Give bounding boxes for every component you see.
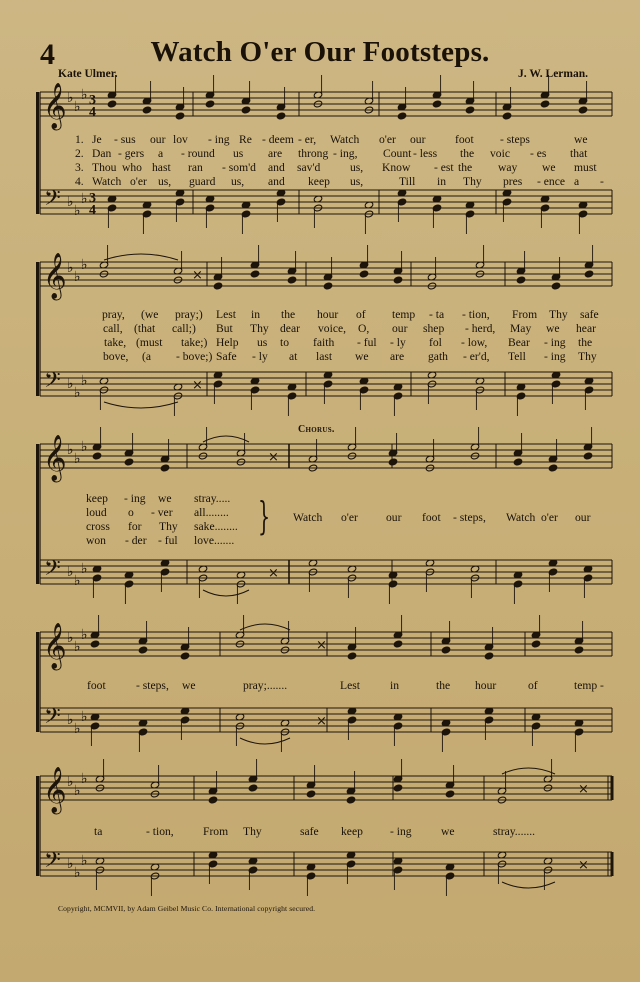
system5-word: - ing <box>390 825 412 838</box>
system2-verse2-word: call, <box>103 322 123 335</box>
system2-verse4-word: (a <box>142 350 152 363</box>
system4-word: hour <box>475 679 497 692</box>
system2-verse4-word: - bove;) <box>176 350 213 363</box>
system4-word: we <box>182 679 196 692</box>
system1-verse4-word: Thy <box>463 175 482 188</box>
note-head <box>107 100 116 108</box>
note-head <box>540 100 549 108</box>
system2-verse2-word: - herd, <box>465 322 496 335</box>
system1-verse3-word: must <box>574 161 597 174</box>
system1-verse2-word: that <box>570 147 588 160</box>
system2-verse3-word: fol <box>429 336 442 349</box>
system1-verse2-word: Count <box>383 147 412 160</box>
system5-word: we <box>441 825 455 838</box>
system3_verse-verse1-word: we <box>158 492 172 505</box>
system3_verse-verse4-word: - der <box>125 534 147 547</box>
system1-verse4-word: 4. <box>75 175 84 188</box>
system4-word: Lest <box>340 679 360 692</box>
verse-brace: } <box>258 494 271 538</box>
system2-verse1-word: From <box>512 308 538 321</box>
note-head <box>175 112 184 120</box>
time-signature-top: 3 <box>89 93 96 108</box>
system1-verse3-word: Know <box>382 161 411 174</box>
system1-verse4-word: in <box>437 175 447 188</box>
rest: × <box>316 714 327 729</box>
rest: × <box>578 782 589 797</box>
note-head <box>397 112 406 120</box>
flat-sign: ♭ <box>67 194 74 210</box>
flat-sign: ♭ <box>81 257 88 273</box>
rest: × <box>192 378 203 393</box>
system1-verse2-word: - gers <box>118 147 145 160</box>
flat-sign: ♭ <box>74 783 81 799</box>
system2-verse1-word: temp <box>392 308 416 321</box>
note-head <box>465 106 474 114</box>
flat-sign: ♭ <box>74 865 81 881</box>
note-head <box>513 458 522 466</box>
note-head <box>393 784 402 792</box>
system1-verse1-word: we <box>574 133 588 146</box>
rest: × <box>268 566 279 581</box>
note-head <box>250 270 259 278</box>
system3_verse-verse3-word: for <box>128 520 142 533</box>
system1-verse2-word: - es <box>530 147 547 160</box>
flat-sign: ♭ <box>74 639 81 655</box>
note-head <box>90 640 99 648</box>
system1-verse2-word: voic <box>490 147 510 160</box>
system4-word: of <box>528 679 538 692</box>
system1-verse2-word: - ing, <box>333 147 358 160</box>
system3_verse-verse4-word: - ful <box>158 534 178 547</box>
system3_verse-verse2-word: o <box>128 506 134 519</box>
flat-sign: ♭ <box>67 90 74 106</box>
system2-verse1-word: Lest <box>216 308 236 321</box>
note-head <box>208 796 217 804</box>
note-head <box>124 458 133 466</box>
system1-verse3-word: ran <box>188 161 203 174</box>
system1-verse4-word: - <box>600 175 604 188</box>
system1-verse3-word: and <box>268 161 285 174</box>
system2-verse1-word: - ta <box>429 308 445 321</box>
system2-verse3-word: us <box>257 336 268 349</box>
system-bracket <box>36 776 39 876</box>
flat-sign: ♭ <box>74 385 81 401</box>
system2-verse3-word: take;) <box>181 336 208 349</box>
composer-credit: J. W. Lerman. <box>518 68 588 80</box>
tie <box>104 254 178 260</box>
system2-verse3-word: - ful <box>357 336 377 349</box>
system4-word: temp <box>574 679 598 692</box>
system1-verse2-word: Dan <box>92 147 112 160</box>
flat-sign: ♭ <box>67 774 74 790</box>
system2-verse3-word: - ly <box>390 336 406 349</box>
rest: × <box>268 450 279 465</box>
system2-verse4-word: gath <box>428 350 448 363</box>
system1-verse1-word: our <box>150 133 166 146</box>
system-bracket <box>36 92 39 214</box>
system1-verse4-word: us, <box>231 175 245 188</box>
system2-verse1-word: hour <box>317 308 339 321</box>
system3_chorus-word: o'er <box>341 511 358 524</box>
system3_verse-verse1-word: keep <box>86 492 108 505</box>
note-head <box>445 790 454 798</box>
system2-verse2-word: our <box>392 322 408 335</box>
note-head <box>359 270 368 278</box>
system1-verse4-word: us, <box>350 175 364 188</box>
system2-verse3-word: to <box>280 336 290 349</box>
system1-verse2-word: 2. <box>75 147 84 160</box>
system-bracket <box>36 262 39 396</box>
system5-word: safe <box>300 825 319 838</box>
system2-verse4-word: Tell <box>508 350 526 363</box>
system1-verse1-word: 1. <box>75 133 84 146</box>
rest: × <box>316 638 327 653</box>
system2-verse3-word: the <box>578 336 593 349</box>
page-number: 4 <box>40 38 55 71</box>
system1-verse4-word: keep <box>308 175 330 188</box>
system5-word: ta <box>94 825 103 838</box>
flat-sign: ♭ <box>67 712 74 728</box>
system3_verse-verse3-word: cross <box>86 520 110 533</box>
note-head <box>92 452 101 460</box>
system1-verse4-word: o'er <box>130 175 147 188</box>
system1-verse3-word: we <box>542 161 556 174</box>
system2-verse1-word: pray, <box>102 308 125 321</box>
system1-verse1-word: o'er <box>379 133 396 146</box>
system3_verse-verse2-word: loud <box>86 506 107 519</box>
system1-verse4-word: pres <box>503 175 523 188</box>
flat-sign: ♭ <box>67 442 74 458</box>
note-head <box>531 640 540 648</box>
system2-verse1-word: pray;) <box>175 308 203 321</box>
tie <box>240 738 290 744</box>
flat-sign: ♭ <box>81 561 88 577</box>
system2-verse4-word: Thy <box>578 350 597 363</box>
system-bracket <box>36 632 39 732</box>
system2-verse3-word: (must <box>136 336 163 349</box>
system2-verse1-word: in <box>251 308 261 321</box>
flat-sign: ♭ <box>74 269 81 285</box>
system2-verse2-word: voice, <box>318 322 347 335</box>
system3_chorus-word: Watch <box>506 511 536 524</box>
system3_chorus-word: Watch <box>293 511 323 524</box>
system3_verse-verse1-word: - ing <box>124 492 146 505</box>
tie <box>203 436 249 442</box>
system1-verse2-word: throng <box>298 147 329 160</box>
tie <box>502 768 555 774</box>
system1-verse3-word: us, <box>350 161 364 174</box>
system2-verse2-word: call;) <box>172 322 196 335</box>
hymn-title: Watch O'er Our Footsteps. <box>150 36 490 68</box>
system1-verse2-word: are <box>268 147 283 160</box>
bass-clef: 𝄢 <box>44 848 61 878</box>
system2-verse2-word: shep <box>423 322 445 335</box>
flat-sign: ♭ <box>81 439 88 455</box>
note-head <box>441 646 450 654</box>
system1-verse1-word: Je <box>92 133 102 146</box>
note-head <box>578 106 587 114</box>
system1-verse1-word: Watch <box>330 133 360 146</box>
note-head <box>388 458 397 466</box>
rest: × <box>578 858 589 873</box>
system4-word: pray;....... <box>243 679 288 692</box>
flat-sign: ♭ <box>81 853 88 869</box>
note-head <box>205 100 214 108</box>
treble-clef: 𝄞 <box>43 623 67 669</box>
system2-verse2-word: hear <box>576 322 596 335</box>
treble-clef: 𝄞 <box>43 83 67 129</box>
flat-sign: ♭ <box>81 771 88 787</box>
system3_verse-verse4-word: won <box>86 534 106 547</box>
system1-verse4-word: Till <box>399 175 416 188</box>
system1-verse4-word: and <box>268 175 285 188</box>
time-signature-bottom: 4 <box>89 203 96 218</box>
tie <box>203 590 249 596</box>
note-head <box>393 640 402 648</box>
note-head <box>160 464 169 472</box>
rest: × <box>192 268 203 283</box>
system2-verse2-word: O, <box>358 322 370 335</box>
note-head <box>346 796 355 804</box>
flat-sign: ♭ <box>67 856 74 872</box>
system4-word: the <box>436 679 451 692</box>
system2-verse2-word: But <box>216 322 233 335</box>
system1-verse1-word: lov <box>173 133 188 146</box>
system4-word: - steps, <box>136 679 169 692</box>
chorus-label: Chorus. <box>298 424 335 435</box>
system3_verse-verse3-word: Thy <box>159 520 178 533</box>
system1-verse3-word: way <box>498 161 518 174</box>
system2-verse1-word: - tion, <box>462 308 490 321</box>
system2-verse3-word: Help <box>216 336 239 349</box>
time-signature-bottom: 4 <box>89 105 96 120</box>
flat-sign: ♭ <box>81 627 88 643</box>
note-head <box>323 282 332 290</box>
system1-verse3-word: - som'd <box>222 161 256 174</box>
system1-verse2-word: us <box>233 147 244 160</box>
note-head <box>393 276 402 284</box>
system2-verse3-word: - low, <box>461 336 488 349</box>
system1-verse3-word: - est <box>434 161 454 174</box>
system2-verse4-word: last <box>316 350 333 363</box>
note-head <box>306 790 315 798</box>
system1-verse4-word: Watch <box>92 175 122 188</box>
flat-sign: ♭ <box>81 191 88 207</box>
system5-word: Thy <box>243 825 262 838</box>
system2-verse1-word: of <box>356 308 366 321</box>
system4-word: foot <box>87 679 106 692</box>
system1-verse1-word: our <box>410 133 426 146</box>
system2-verse4-word: bove, <box>103 350 129 363</box>
system1-verse3-word: who <box>122 161 142 174</box>
system1-verse4-word: guard <box>189 175 216 188</box>
system4-word: in <box>390 679 400 692</box>
system3_verse-verse3-word: sake........ <box>194 520 238 533</box>
flat-sign: ♭ <box>74 721 81 737</box>
system1-verse3-word: sav'd <box>297 161 321 174</box>
note-head <box>213 282 222 290</box>
system2-verse4-word: - er'd, <box>463 350 490 363</box>
note-head <box>248 784 257 792</box>
system1-verse3-word: hast <box>152 161 171 174</box>
treble-clef: 𝄞 <box>43 435 67 481</box>
system1-verse3-word: Thou <box>92 161 117 174</box>
system1-verse3-word: the <box>458 161 473 174</box>
flat-sign: ♭ <box>67 564 74 580</box>
system4-word: - <box>600 679 604 692</box>
system2-verse3-word: take, <box>104 336 127 349</box>
treble-clef: 𝄞 <box>43 767 67 813</box>
note-head <box>347 652 356 660</box>
bass-clef: 𝄢 <box>44 186 61 216</box>
system1-verse3-word: 3. <box>75 161 84 174</box>
note-head <box>432 100 441 108</box>
system2-verse4-word: at <box>289 350 298 363</box>
tie <box>240 624 290 630</box>
system2-verse1-word: safe <box>580 308 599 321</box>
system2-verse2-word: Thy <box>250 322 269 335</box>
flat-sign: ♭ <box>67 630 74 646</box>
system1-verse2-word: a <box>158 147 164 160</box>
tie <box>104 402 178 408</box>
system3_verse-verse1-word: stray..... <box>194 492 231 505</box>
system2-verse1-word: Thy <box>549 308 568 321</box>
system2-verse1-word: (we <box>141 308 159 321</box>
system2-verse4-word: - ing <box>544 350 566 363</box>
system1-verse4-word: a <box>574 175 580 188</box>
system3_chorus-word: foot <box>422 511 441 524</box>
note-head <box>142 106 151 114</box>
system2-verse4-word: are <box>390 350 405 363</box>
bass-clef: 𝄢 <box>44 704 61 734</box>
system5-word: - tion, <box>146 825 174 838</box>
system1-verse2-word: the <box>460 147 475 160</box>
note-head <box>551 282 560 290</box>
system1-verse4-word: - ence <box>537 175 565 188</box>
note-head <box>502 112 511 120</box>
note-head <box>574 646 583 654</box>
flat-sign: ♭ <box>67 376 74 392</box>
system5-word: keep <box>341 825 363 838</box>
system3_verse-verse2-word: - ver <box>151 506 173 519</box>
note-head <box>548 464 557 472</box>
system2-verse4-word: - ly <box>252 350 268 363</box>
system2-verse2-word: May <box>510 322 532 335</box>
system3_verse-verse4-word: love....... <box>194 534 235 547</box>
system2-verse2-word: dear <box>280 322 300 335</box>
note-head <box>241 106 250 114</box>
system5-word: stray....... <box>493 825 536 838</box>
system2-verse2-word: (that <box>134 322 156 335</box>
note-head <box>138 646 147 654</box>
lyricist-credit: Kate Ulmer. <box>58 68 118 80</box>
bass-clef: 𝄢 <box>44 368 61 398</box>
system2-verse3-word: faith <box>313 336 335 349</box>
system5-word: From <box>203 825 229 838</box>
system-bracket <box>36 444 39 584</box>
system1-verse2-word: - round <box>181 147 215 160</box>
system2-verse2-word: we <box>546 322 560 335</box>
note-head <box>180 652 189 660</box>
note-head <box>276 112 285 120</box>
flat-sign: ♭ <box>67 260 74 276</box>
system1-verse2-word: - less <box>413 147 438 160</box>
system2-verse4-word: we <box>355 350 369 363</box>
system3_chorus-word: our <box>575 511 591 524</box>
system2-verse3-word: Bear <box>508 336 530 349</box>
tie <box>502 882 555 888</box>
treble-clef: 𝄞 <box>43 253 67 299</box>
system2-verse4-word: Safe <box>216 350 237 363</box>
flat-sign: ♭ <box>74 451 81 467</box>
system1-verse4-word: us, <box>158 175 172 188</box>
system3_chorus-word: - steps, <box>453 511 486 524</box>
system1-verse1-word: foot <box>455 133 474 146</box>
system1-verse1-word: - ing <box>208 133 230 146</box>
note-head <box>484 652 493 660</box>
note-head <box>583 452 592 460</box>
system1-verse1-word: - sus <box>114 133 136 146</box>
system3_chorus-word: o'er <box>541 511 558 524</box>
flat-sign: ♭ <box>74 203 81 219</box>
flat-sign: ♭ <box>74 99 81 115</box>
bass-clef: 𝄢 <box>44 556 61 586</box>
note-head <box>584 270 593 278</box>
note-head <box>287 276 296 284</box>
system3_verse-verse2-word: all........ <box>194 506 229 519</box>
system1-verse1-word: - deem <box>262 133 294 146</box>
flat-sign: ♭ <box>81 373 88 389</box>
time-signature-top: 3 <box>89 191 96 206</box>
flat-sign: ♭ <box>74 573 81 589</box>
system1-verse1-word: - er, <box>298 133 317 146</box>
system2-verse1-word: the <box>281 308 296 321</box>
flat-sign: ♭ <box>81 87 88 103</box>
copyright-notice: Copyright, MCMVII, by Adam Geibel Music Co. International copyright secured. <box>58 904 316 913</box>
system3_chorus-word: our <box>386 511 402 524</box>
system1-verse1-word: - steps <box>500 133 530 146</box>
flat-sign: ♭ <box>81 709 88 725</box>
system2-verse3-word: - ing <box>544 336 566 349</box>
note-head <box>516 276 525 284</box>
system1-verse1-word: Re <box>239 133 252 146</box>
